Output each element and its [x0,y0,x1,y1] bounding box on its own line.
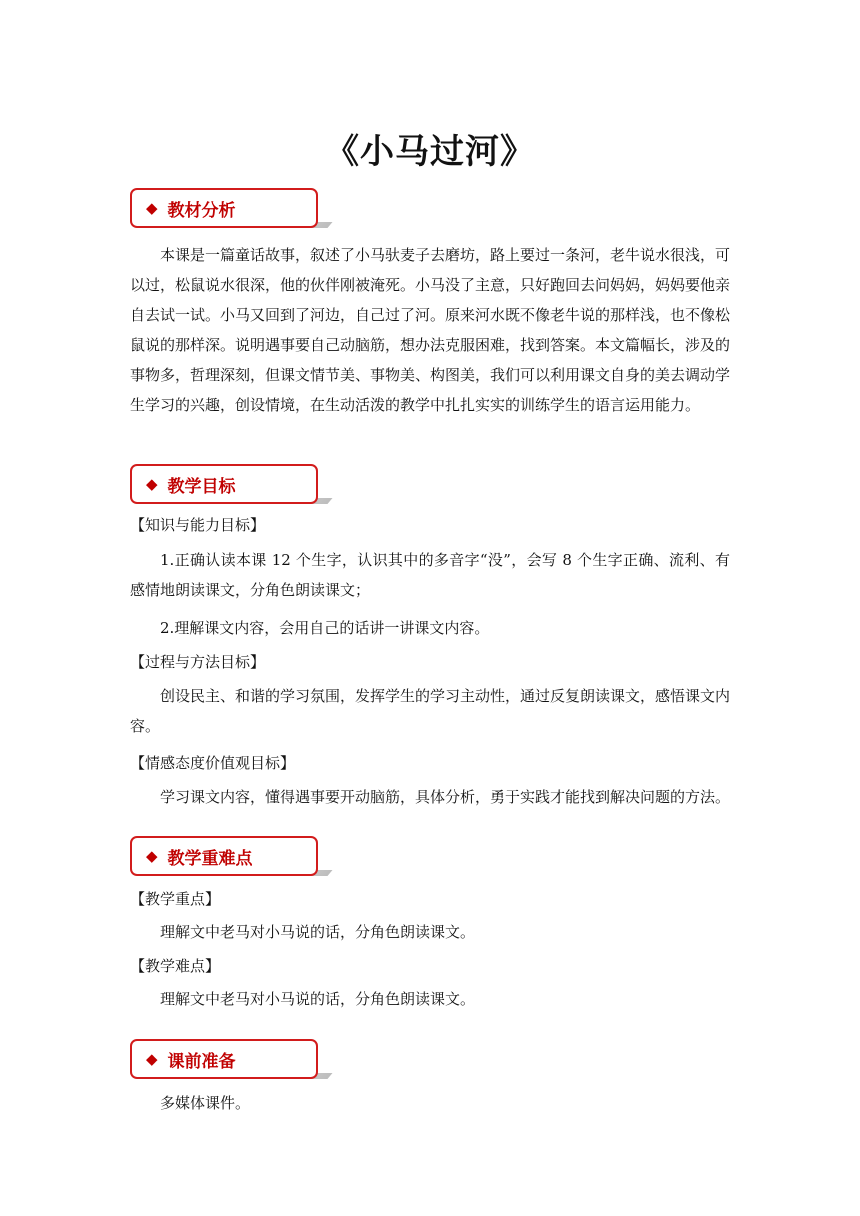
diamond-icon: ◆ [146,847,158,865]
heading-label: 课前准备 [167,1051,236,1072]
process-text: 创设民主、和谐的学习氛围，发挥学生的学习主动性，通过反复朗读课文，感悟课文内容。 [130,687,731,735]
heading-label: 教学重难点 [167,848,253,869]
knowledge-item-1: 1.正确认读本课 12 个生字，认识其中的多音字“没”，会写 8 个生字正确、流利、有感情地朗读课文，分角色朗读课文； [130,551,730,599]
difficulty-text: 理解文中老马对小马说的话，分角色朗读课文。 [160,990,476,1008]
section-heading-key-points [130,836,318,876]
emotion-label: 【情感态度价值观目标】 [130,754,296,772]
emotion-text: 学习课文内容，懂得遇事要开动脑筋，具体分析，勇于实践才能找到解决问题的方法。 [160,788,731,806]
preparation-text: 多媒体课件。 [160,1094,251,1112]
knowledge-item-2: 2.理解课文内容，会用自己的话讲一讲课文内容。 [160,619,490,637]
section-heading-preparation [130,1039,318,1079]
diamond-icon: ◆ [146,1050,158,1068]
difficulty-label: 【教学难点】 [130,957,221,975]
diamond-icon: ◆ [146,475,158,493]
knowledge-label: 【知识与能力目标】 [130,516,266,534]
section-heading-analysis [130,188,318,228]
section-heading-objectives [130,464,318,504]
heading-label: 教材分析 [167,200,236,221]
diamond-icon: ◆ [146,199,158,217]
page-title: 《小马过河》 [325,132,535,172]
focus-label: 【教学重点】 [130,890,221,908]
process-label: 【过程与方法目标】 [130,653,266,671]
analysis-paragraph: 本课是一篇童话故事，叙述了小马驮麦子去磨坊，路上要过一条河，老牛说水很浅，可以过，松鼠说水很深，他的伙伴刚被淹死。小马没了主意，只好跑回去问妈妈，妈妈要他亲自去试一试。小马又回到了河边，自己过了河。原来河水既不像老牛说的那样浅，也不像松鼠说的那样深。说明遇事要自己动脑筋，想办法克服困难，找到答案。本文篇幅长，涉及的事物多，哲理深刻，但课文情节美、事物美、构图美，我们可以利用课文自身的美去调动学生学习的兴趣，创设情境，在生动活泼的教学中扎扎实实的训练学生的语言运用能力。 [130,246,731,414]
heading-label: 教学目标 [167,476,236,497]
focus-text: 理解文中老马对小马说的话，分角色朗读课文。 [160,923,476,941]
